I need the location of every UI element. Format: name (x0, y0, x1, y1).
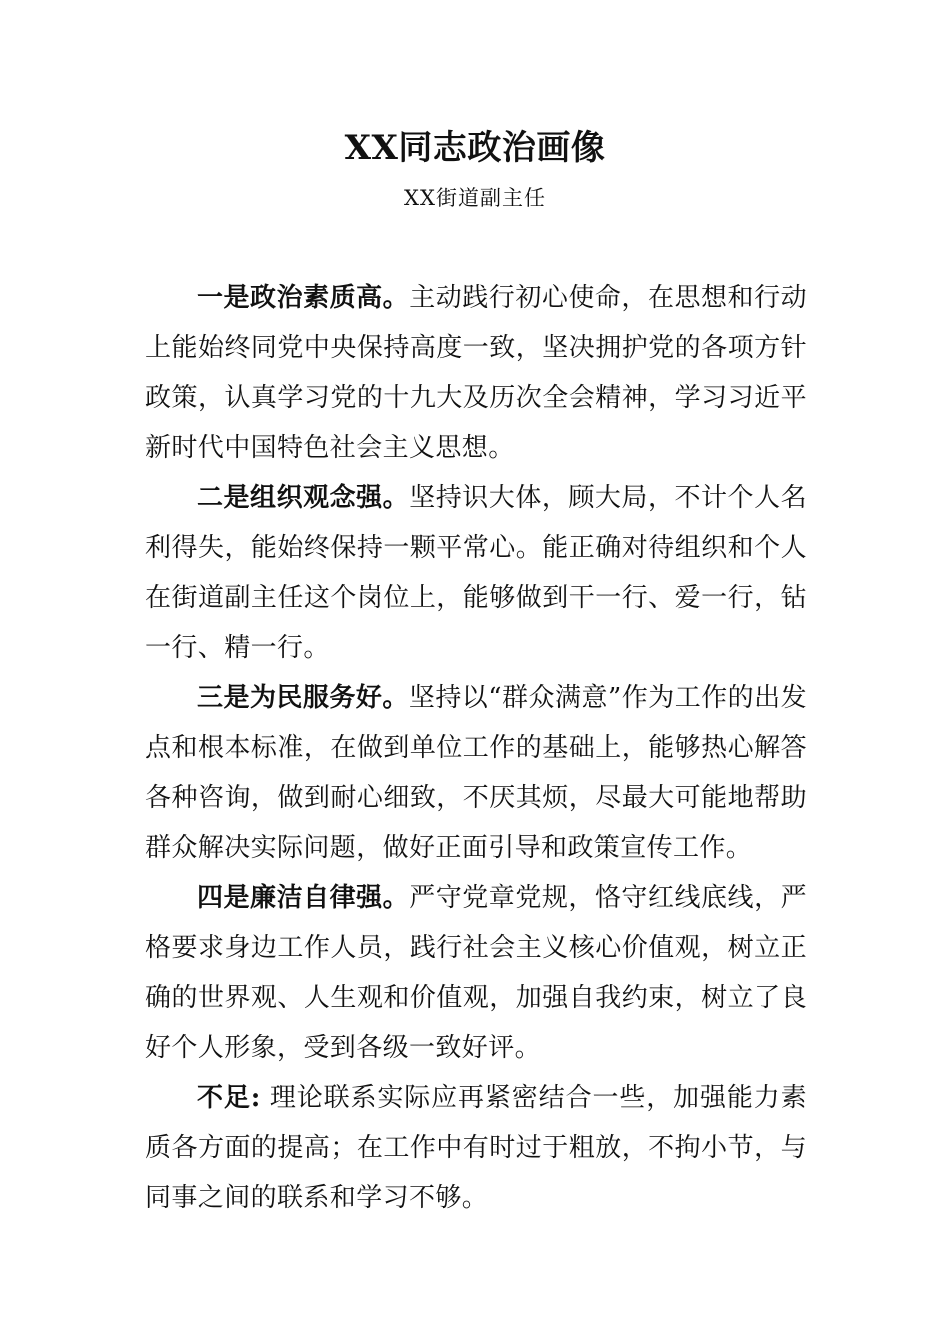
document-subtitle: XX街道副主任 (404, 186, 546, 210)
paragraph-lead: 二是组织观念强。 (197, 483, 410, 513)
document-title: XX同志政治画像 (344, 128, 606, 168)
paragraph-text: 坚持识大体，顾大局，不计个人名利得失，能始终保持一颗平常心。能正确对待组织和个人在街道副主任这个岗位上，能够做到干一行、爱一行，钻一行、精一行。 (145, 483, 807, 663)
paragraph-text: 坚持以“群众满意”作为工作的出发点和根本标准，在做到单位工作的基础上，能够热心解答各种咨询，做到耐心细致，不厌其烦，尽最大可能地帮助群众解决实际问题，做好正面引导和政策宣传工作。 (145, 683, 808, 863)
paragraph-shortcomings (145, 1073, 807, 1223)
paragraph-text: 严守党章党规，恪守红线底线，严格要求身边工作人员，践行社会主义核心价值观，树立正确的世界观、人生观和价值观，加强自我约束，树立了良好个人形象，受到各级一致好评。 (145, 883, 807, 1063)
paragraph-integrity (145, 873, 807, 1073)
paragraph-public-service (145, 673, 807, 873)
paragraph-lead: 三是为民服务好。 (197, 683, 409, 713)
paragraph-organization (145, 473, 807, 673)
document-body (145, 273, 807, 1223)
paragraph-lead: 不足: (197, 1083, 261, 1113)
paragraph-text: 理论联系实际应再紧密结合一些，加强能力素质各方面的提高；在工作中有时过于粗放，不拘小节，与同事之间的联系和学习不够。 (145, 1083, 807, 1213)
paragraph-political-quality (145, 273, 807, 473)
paragraph-text: 主动践行初心使命，在思想和行动上能始终同党中央保持高度一致，坚决拥护党的各项方针政策，认真学习党的十九大及历次全会精神，学习习近平新时代中国特色社会主义思想。 (145, 283, 807, 463)
paragraph-lead: 四是廉洁自律强。 (197, 883, 410, 913)
paragraph-lead: 一是政治素质高。 (197, 283, 410, 313)
